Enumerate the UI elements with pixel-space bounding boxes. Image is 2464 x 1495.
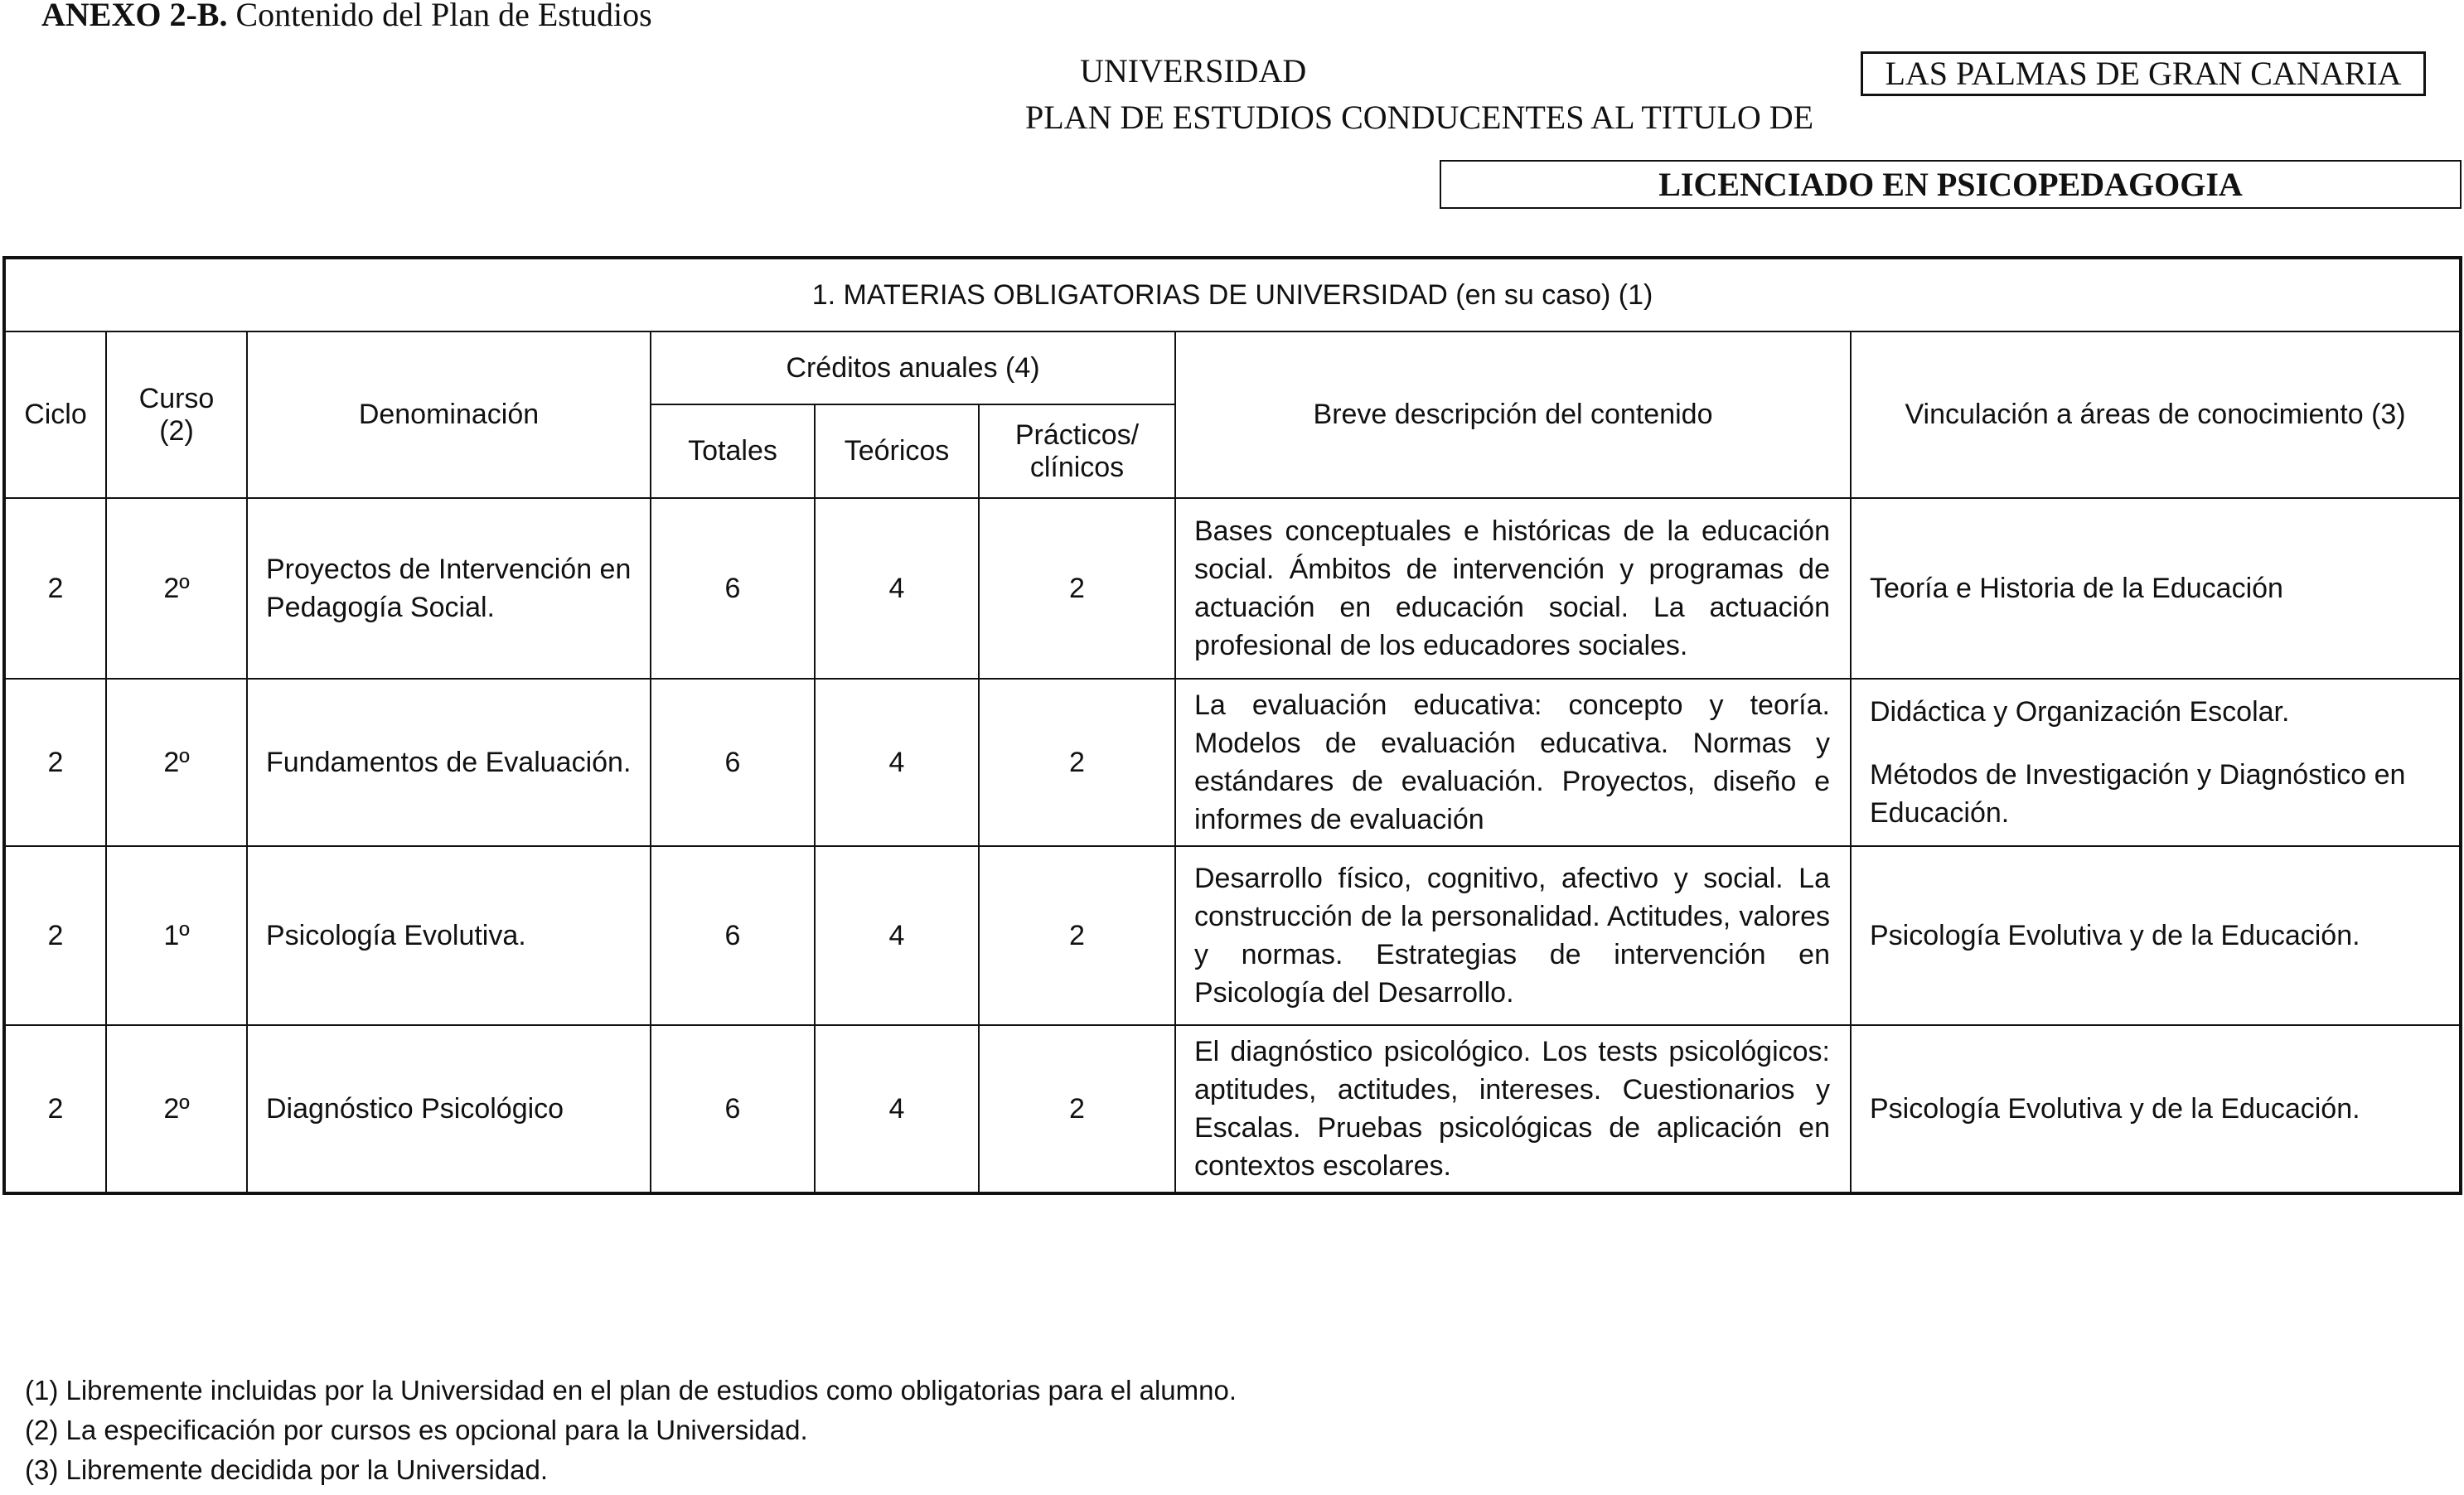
cell-descripcion: La evaluación educativa: concepto y teoría. Modelos de evaluación educativa. Normas y estándares de evaluación. Proyectos, diseño e informes de evaluación <box>1175 679 1851 846</box>
denominacion-line1: Psicología Evolutiva. <box>266 920 526 951</box>
footnote-3: (3) Libremente decidida por la Universidad. <box>25 1454 548 1485</box>
cell-curso: 2º <box>106 498 247 679</box>
denominacion-line1: Fundamentos de Evaluación. <box>266 747 632 778</box>
header-totales: Totales <box>651 404 815 498</box>
university-label: UNIVERSIDAD <box>1080 52 1307 90</box>
cell-curso: 2º <box>106 1025 247 1193</box>
cell-descripcion: El diagnóstico psicológico. Los tests psicológicos: aptitudes, actitudes, intereses. Cuestionarios y Escalas. Pruebas psicológicas de aplicación en contextos escolares. <box>1175 1025 1851 1193</box>
header-practicos <box>979 404 1175 498</box>
plan-label: PLAN DE ESTUDIOS CONDUCENTES AL TITULO DE <box>1025 99 1814 136</box>
annex-subtitle: Contenido del Plan de Estudios <box>227 0 652 33</box>
table-row <box>4 846 2461 1025</box>
header-curso <box>106 331 247 498</box>
cell-denominacion <box>247 498 651 679</box>
cell-ciclo: 2 <box>4 498 106 679</box>
annex-title <box>41 0 652 34</box>
vinculacion-line1: Psicología Evolutiva y de la Educación. <box>1870 1093 2360 1125</box>
cell-vinculacion <box>1851 498 2461 679</box>
header-denominacion: Denominación <box>247 331 651 498</box>
header-practicos-line1: Prácticos/ <box>1014 419 1140 451</box>
vinculacion-line1: Didáctica y Organización Escolar. <box>1870 696 2290 728</box>
cell-denominacion <box>247 1025 651 1193</box>
vinculacion-line1: Psicología Evolutiva y de la Educación. <box>1870 920 2360 951</box>
header-descripcion: Breve descripción del contenido <box>1175 331 1851 498</box>
cell-totales: 6 <box>651 679 815 846</box>
cell-vinculacion <box>1851 846 2461 1025</box>
header-creditos: Créditos anuales (4) <box>651 331 1175 404</box>
header-practicos-line2: clínicos <box>1029 451 1125 483</box>
cell-teoricos: 4 <box>815 679 979 846</box>
cell-vinculacion <box>1851 1025 2461 1193</box>
footnote-2: (2) La especificación por cursos es opcional para la Universidad. <box>25 1415 808 1445</box>
header-vinculacion: Vinculación a áreas de conocimiento (3) <box>1851 331 2461 498</box>
cell-ciclo: 2 <box>4 1025 106 1193</box>
cell-teoricos: 4 <box>815 1025 979 1193</box>
denominacion-line1: Proyectos de Intervención en <box>266 554 632 585</box>
footnote-1: (1) Libremente incluidas por la Universidad en el plan de estudios como obligatorias para el alumno. <box>25 1375 1237 1405</box>
cell-practicos: 2 <box>979 846 1175 1025</box>
cell-ciclo: 2 <box>4 679 106 846</box>
cell-practicos: 2 <box>979 1025 1175 1193</box>
cell-teoricos: 4 <box>815 846 979 1025</box>
cell-denominacion <box>247 679 651 846</box>
cell-descripcion: Bases conceptuales e históricas de la educación social. Ámbitos de intervención y programas de actuación en educación social. La actuación profesional de los educadores sociales. <box>1175 498 1851 679</box>
degree-title-box: LICENCIADO EN PSICOPEDAGOGIA <box>1440 160 2462 209</box>
annex-number: ANEXO 2-B. <box>41 0 228 33</box>
courses-table <box>2 256 2462 1195</box>
cell-curso: 2º <box>106 679 247 846</box>
cell-totales: 6 <box>651 846 815 1025</box>
cell-denominacion <box>247 846 651 1025</box>
cell-practicos: 2 <box>979 679 1175 846</box>
university-name-box: LAS PALMAS DE GRAN CANARIA <box>1861 51 2426 96</box>
header-ciclo: Ciclo <box>4 331 106 498</box>
table-row <box>4 1025 2461 1193</box>
header-teoricos: Teóricos <box>815 404 979 498</box>
table-row <box>4 679 2461 846</box>
cell-totales: 6 <box>651 498 815 679</box>
vinculacion-line2: Métodos de Investigación y Diagnóstico en Educación. <box>1870 759 2406 829</box>
header-curso-label: Curso <box>138 382 215 414</box>
cell-practicos: 2 <box>979 498 1175 679</box>
cell-descripcion: Desarrollo físico, cognitivo, afectivo y social. La construcción de la personalidad. Actitudes, valores y normas. Estrategias de intervención en Psicología del Desarrollo. <box>1175 846 1851 1025</box>
denominacion-line1: Diagnóstico Psicológico <box>266 1093 564 1125</box>
header-curso-note: (2) <box>159 414 194 447</box>
cell-ciclo: 2 <box>4 846 106 1025</box>
cell-totales: 6 <box>651 1025 815 1193</box>
vinculacion-spacer <box>1870 731 2447 756</box>
denominacion-line2: Pedagogía Social. <box>266 592 495 623</box>
table-row <box>4 498 2461 679</box>
section-title: 1. MATERIAS OBLIGATORIAS DE UNIVERSIDAD (en su caso) (1) <box>4 258 2461 331</box>
footnotes <box>25 1371 1237 1490</box>
cell-curso: 1º <box>106 846 247 1025</box>
vinculacion-line1: Teoría e Historia de la Educación <box>1870 573 2283 604</box>
cell-vinculacion <box>1851 679 2461 846</box>
cell-teoricos: 4 <box>815 498 979 679</box>
